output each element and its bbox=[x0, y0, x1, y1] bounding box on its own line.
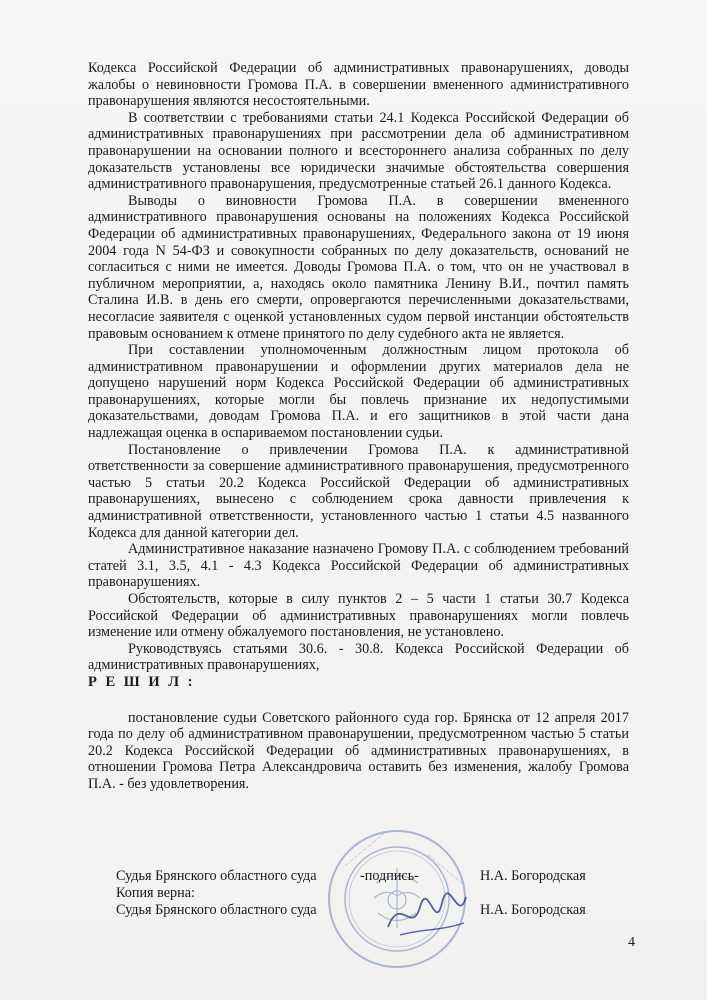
signature-judge-title: Судья Брянского областного суда bbox=[116, 868, 317, 884]
copy-judge-name: Н.А. Богородская bbox=[480, 902, 586, 918]
svg-text:~~~~~~~~~: ~~~~~~~~~ bbox=[342, 829, 388, 870]
signature-judge-name: Н.А. Богородская bbox=[480, 868, 586, 884]
page-number: 4 bbox=[628, 935, 635, 950]
paragraph-2: В соответствии с требованиями статьи 24.1 Кодекса Российской Федерации об административных правонарушениях при рассмотрении дела об административном правонарушении на основании полного и всестороннего анализа собранных по делу доказательств установлены все юридически значимые обстоятельства совершения административного правонарушения, предусмотренные статьей 26.1 данного Кодекса. bbox=[88, 109, 629, 193]
paragraph-4: При составлении уполномоченным должностным лицом протокола об административном правонарушении и оформлении других материалов дела не допущено нарушений норм Кодекса Российской Федерации об административных правонарушениях, которые могли бы повлечь признание их недопустимыми доказательствами, доводам Громова П.А. и его защитников в этой части дана надлежащая оценка в оспариваемом постановлении судьи. bbox=[88, 342, 629, 442]
spacer bbox=[88, 693, 629, 710]
copy-label: Копия верна: bbox=[116, 885, 195, 901]
document-body bbox=[88, 60, 629, 793]
svg-text:~~~~~~~~: ~~~~~~~~ bbox=[424, 851, 466, 888]
decision-title: Р Е Ш И Л : bbox=[88, 673, 195, 690]
decision-text: постановление судьи Советского районного суда гор. Брянска от 12 апреля 2017 года по делу об административном правонарушении, предусмотренном частью 5 статьи 20.2 Кодекса Российской Федерации об административных правонарушениях, в отношении Громова Петра Александровича оставить без изменения, жалобу Громова П.А. - без удовлетворения. bbox=[88, 709, 629, 792]
paragraph-7: Обстоятельств, которые в силу пунктов 2 – 5 части 1 статьи 30.7 Кодекса Российской Федерации об административных правонарушениях могли повлечь изменение или отмену обжалуемого постановления, не установлено. bbox=[88, 591, 629, 641]
copy-judge-title: Судья Брянского областного суда bbox=[116, 902, 317, 918]
handwritten-signature bbox=[380, 885, 470, 945]
paragraph-5: Постановление о привлечении Громова П.А. к административной ответственности за совершение административного правонарушения, предусмотренного частью 5 статьи 20.2 Кодекса Российской Федерации об административных правонарушениях, вынесено с соблюдением срока давности привлечения к административной ответственности, установленного частью 1 статьи 4.5 названного Кодекса для данной категории дел. bbox=[88, 441, 629, 541]
signature-mark: -подпись- bbox=[360, 868, 419, 884]
paragraph-8: Руководствуясь статьями 30.6. - 30.8. Кодекса Российской Федерации об административных правонарушениях, bbox=[88, 640, 629, 674]
paragraph-1: Кодекса Российской Федерации об административных правонарушениях, доводы жалобы о невиновности Громова П.А. в совершении вмененного административного правонарушения являются несостоятельными. bbox=[88, 60, 629, 110]
paragraph-3: Выводы о виновности Громова П.А. в совершении вмененного административного правонарушения основаны на положениях Кодекса Российской Федерации об административных правонарушениях, Федерального закона от 19 июня 2004 года N 54-ФЗ и совокупности собранных по делу доказательств, оснований не согласиться с ними не имеется. Доводы Громова П.А. о том, что он не участвовал в публичном мероприятии, а, находясь около памятника Ленину В.И., почтил память Сталина И.В. в день его смерти, опровергаются перечисленными доказательствами, несогласие заявителя с оценкой установленных судом первой инстанции обстоятельств правовым основанием к отмене принятого по делу судебного акта не является. bbox=[88, 192, 629, 342]
paragraph-6: Административное наказание назначено Громову П.А. с соблюдением требований статей 3.1, 3.5, 4.1 - 4.3 Кодекса Российской Федерации об административных правонарушениях. bbox=[88, 541, 629, 591]
